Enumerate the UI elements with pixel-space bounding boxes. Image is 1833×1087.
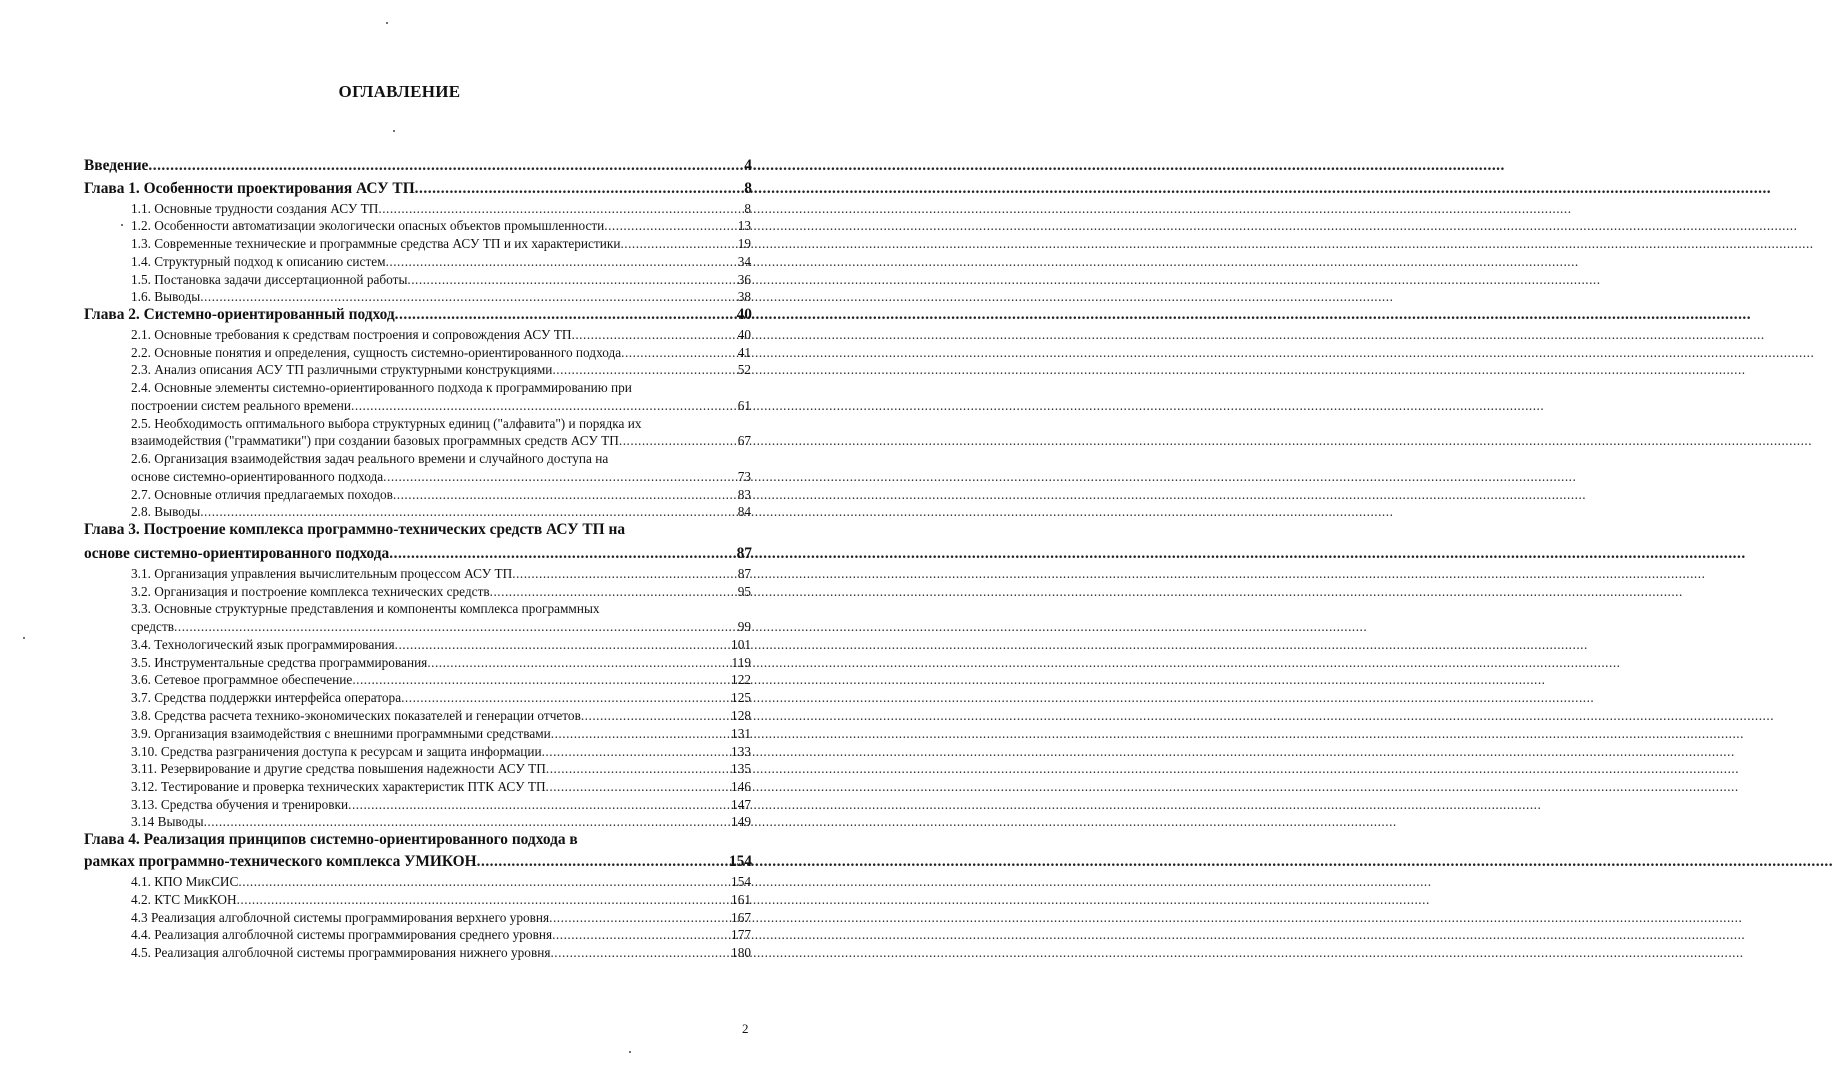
toc-entry-page: 4	[744, 157, 752, 174]
toc-entry-page: 128	[731, 708, 751, 723]
toc-entry-page: 161	[731, 892, 751, 907]
toc-section-2-6-line1: 2.6. Организация взаимодействия задач реального времени и случайного доступа на	[131, 451, 609, 466]
toc-section-3-13	[131, 797, 751, 813]
toc-entry-page: 146	[731, 779, 751, 794]
toc-entry-page: 40	[737, 327, 751, 342]
toc-section-3-6	[131, 672, 751, 688]
dot-leader	[407, 272, 735, 288]
dot-leader	[238, 874, 729, 890]
toc-entry-intro	[84, 157, 752, 175]
dot-leader	[620, 236, 735, 252]
toc-section-3-4	[131, 637, 751, 653]
toc-section-3-10	[131, 744, 751, 760]
toc-section-1-5	[131, 272, 751, 288]
toc-entry-title: 4.3 Реализация алгоблочной системы программирования верхнего уровня	[131, 910, 550, 925]
toc-entry-page: 149	[731, 814, 751, 829]
toc-entry-page: 8	[744, 201, 751, 216]
toc-section-2-5-line1: 2.5. Необходимость оптимального выбора структурных единиц ("алфавита") и порядка их	[131, 416, 642, 431]
toc-entry-page: 135	[731, 761, 751, 776]
toc-entry-title: средств	[131, 619, 175, 634]
toc-entry-page: 67	[737, 433, 751, 448]
toc-entry-title: взаимодействия ("грамматики") при создании базовых программных средств АСУ ТП	[131, 433, 619, 448]
dot-leader	[378, 201, 742, 217]
toc-entry-title: 3.8. Средства расчета технико-экономических показателей и генерации отчетов	[131, 708, 581, 723]
dot-leader	[401, 690, 729, 706]
scan-speck	[393, 130, 395, 132]
dot-leader	[352, 672, 729, 688]
toc-chapter-3-line1: Глава 3. Построение комплекса программно-технических средств АСУ ТП на	[84, 521, 626, 538]
scan-speck	[121, 224, 123, 226]
toc-entry-title: 4.4. Реализация алгоблочной системы программирования среднего уровня	[131, 927, 553, 942]
toc-entry-title: основе системно-ориентированного подхода	[84, 545, 390, 562]
toc-section-3-8	[131, 708, 751, 724]
toc-entry-title: 3.5. Инструментальные средства программирования	[131, 655, 428, 670]
toc-section-2-4	[131, 398, 751, 414]
dot-leader	[542, 744, 729, 760]
toc-chapter-3	[84, 545, 752, 563]
toc-section-3-3	[131, 619, 751, 635]
dot-leader	[550, 945, 729, 961]
toc-entry-page: 19	[737, 236, 751, 251]
toc-entry-title: 3.7. Средства поддержки интерфейса оператора	[131, 690, 402, 705]
dot-leader	[604, 218, 735, 234]
dot-leader	[393, 487, 736, 503]
toc-chapter-2	[84, 306, 752, 324]
toc-entry-page: 61	[737, 398, 751, 413]
toc-section-3-7	[131, 690, 751, 706]
toc-section-4-5	[131, 945, 751, 961]
toc-entry-page: 177	[731, 927, 751, 942]
dot-leader	[348, 797, 729, 813]
dot-leader	[200, 289, 735, 305]
scan-speck	[629, 1051, 631, 1053]
toc-entry-title: 1.2. Особенности автоматизации экологически опасных объектов промышленности	[131, 218, 605, 233]
toc-section-2-5	[131, 433, 751, 449]
toc-entry-title: 3.11. Резервирование и другие средства повышения надежности АСУ ТП	[131, 761, 546, 776]
toc-entry-page: 87	[737, 566, 751, 581]
toc-entry-title: 1.1. Основные трудности создания АСУ ТП	[131, 201, 379, 216]
toc-entry-title: Глава 1. Особенности проектирования АСУ ТП	[84, 180, 415, 197]
toc-entry-page: 167	[731, 910, 751, 925]
dot-leader	[512, 566, 735, 582]
toc-section-3-12	[131, 779, 751, 795]
toc-entry-page: 38	[737, 289, 751, 304]
toc-section-2-7	[131, 487, 751, 503]
toc-entry-page: 8	[744, 180, 752, 197]
toc-entry-page: 154	[728, 853, 752, 870]
toc-section-4-3	[131, 910, 751, 926]
toc-entry-title: 3.1. Организация управления вычислительным процессом АСУ ТП	[131, 566, 513, 581]
toc-section-1-4	[131, 254, 751, 270]
toc-entry-title: 3.4. Технологический язык программирования	[131, 637, 395, 652]
toc-entry-title: 3.12. Тестирование и проверка технических характеристик ПТК АСУ ТП	[131, 779, 546, 794]
toc-entry-title: 3.13. Средства обучения и тренировки	[131, 797, 349, 812]
toc-entry-title: основе системно-ориентированного подхода	[131, 469, 384, 484]
toc-entry-page: 13	[737, 218, 751, 233]
toc-section-1-6	[131, 289, 751, 305]
toc-entry-title: 4.2. КТС МикКОН	[131, 892, 237, 907]
dot-leader	[551, 726, 729, 742]
dot-leader	[621, 345, 736, 361]
toc-section-2-6	[131, 469, 751, 485]
toc-entry-page: 122	[731, 672, 751, 687]
dot-leader	[200, 504, 735, 520]
toc-entry-title: 1.3. Современные технические и программные средства АСУ ТП и их характеристики	[131, 236, 621, 251]
page-title: ОГЛАВЛЕНИЕ	[338, 82, 461, 101]
toc-section-3-2	[131, 584, 751, 600]
toc-entry-page: 34	[737, 254, 751, 269]
dot-leader	[427, 655, 729, 671]
toc-entry-page: 125	[731, 690, 751, 705]
toc-entry-title: 2.1. Основные требования к средствам построения и сопровождения АСУ ТП	[131, 327, 572, 342]
toc-entry-page: 180	[731, 945, 751, 960]
dot-leader	[581, 708, 729, 724]
toc-chapter-1	[84, 180, 752, 198]
toc-section-3-3-line1: 3.3. Основные структурные представления и компоненты комплекса программных	[131, 601, 600, 616]
dot-leader	[546, 779, 730, 795]
toc-entry-title: 4.5. Реализация алгоблочной системы программирования нижнего уровня	[131, 945, 551, 960]
toc-section-4-1	[131, 874, 751, 890]
toc-section-2-4-line1: 2.4. Основные элементы системно-ориентированного подхода к программированию при	[131, 380, 632, 395]
toc-section-3-1	[131, 566, 751, 582]
dot-leader	[237, 892, 729, 908]
toc-section-4-4	[131, 927, 751, 943]
toc-entry-title: 3.9. Организация взаимодействия с внешними программными средствами	[131, 726, 551, 741]
toc-entry-title: 3.14 Выводы	[131, 814, 204, 829]
toc-entry-title: 4.1. КПО МикСИС	[131, 874, 239, 889]
dot-leader	[395, 637, 729, 653]
toc-section-3-11	[131, 761, 751, 777]
scan-speck	[386, 22, 388, 24]
toc-section-2-8	[131, 504, 751, 520]
toc-entry-title: 3.10. Средства разграничения доступа к ресурсам и защита информации	[131, 744, 542, 759]
dot-leader	[572, 327, 736, 343]
toc-entry-page: 101	[731, 637, 751, 652]
dot-leader	[546, 761, 729, 777]
toc-entry-title: 1.5. Постановка задачи диссертационной работы	[131, 272, 408, 287]
toc-entry-page: 52	[737, 362, 751, 377]
toc-entry-page: 41	[737, 345, 751, 360]
dot-leader	[383, 469, 736, 485]
dot-leader	[552, 927, 729, 943]
toc-entry-title: построении систем реального времени	[131, 398, 352, 413]
toc-entry-title: Введение	[84, 157, 149, 174]
toc-entry-page: 95	[737, 584, 751, 599]
toc-entry-page: 119	[731, 655, 751, 670]
dot-leader	[552, 362, 735, 378]
dot-leader	[174, 619, 736, 635]
toc-section-3-9	[131, 726, 751, 742]
toc-section-2-2	[131, 345, 751, 361]
toc-entry-title: 2.8. Выводы	[131, 504, 201, 519]
toc-entry-page: 87	[736, 545, 752, 562]
dot-leader	[477, 853, 727, 871]
toc-entry-page: 40	[736, 306, 752, 323]
toc-section-2-1	[131, 327, 751, 343]
toc-section-1-2	[131, 218, 751, 234]
toc-section-1-3	[131, 236, 751, 252]
toc-entry-title: 3.6. Сетевое программное обеспечение	[131, 672, 353, 687]
toc-entry-title: 3.2. Организация и построение комплекса технических средств	[131, 584, 490, 599]
toc-entry-page: 84	[737, 504, 751, 519]
toc-section-1-1	[131, 201, 751, 217]
toc-section-4-2	[131, 892, 751, 908]
dot-leader	[386, 254, 736, 270]
toc-entry-title: 2.3. Анализ описания АСУ ТП различными структурными конструкциями	[131, 362, 553, 377]
toc-entry-title: 1.4. Структурный подход к описанию систем	[131, 254, 386, 269]
dot-leader	[351, 398, 736, 414]
dot-leader	[490, 584, 736, 600]
toc-entry-title: 1.6. Выводы	[131, 289, 201, 304]
toc-entry-title: 2.2. Основные понятия и определения, сущность системно-ориентированного подхода	[131, 345, 622, 360]
dot-leader	[549, 910, 729, 926]
dot-leader	[204, 814, 729, 830]
toc-entry-title: рамках программно-технического комплекса УМИКОН	[84, 853, 477, 870]
toc-chapter-4-line1: Глава 4. Реализация принципов системно-ориентированного подхода в	[84, 831, 578, 848]
toc-section-2-3	[131, 362, 751, 378]
dot-leader	[389, 545, 734, 563]
page-number: 2	[742, 1021, 749, 1036]
dot-leader	[415, 180, 743, 198]
toc-chapter-4	[84, 853, 752, 871]
toc-entry-page: 154	[731, 874, 751, 889]
toc-entry-page: 133	[731, 744, 751, 759]
toc-entry-title: 2.7. Основные отличия предлагаемых походов	[131, 487, 393, 502]
dot-leader	[395, 306, 735, 324]
scan-speck	[23, 637, 25, 639]
toc-entry-page: 147	[731, 797, 751, 812]
toc-section-3-5	[131, 655, 751, 671]
toc-entry-page: 36	[737, 272, 751, 287]
dot-leader	[148, 157, 742, 175]
toc-entry-page: 73	[737, 469, 751, 484]
toc-entry-title: Глава 2. Системно-ориентированный подход	[84, 306, 395, 323]
toc-entry-page: 83	[737, 487, 751, 502]
toc-entry-page: 99	[737, 619, 751, 634]
toc-section-3-14	[131, 814, 751, 830]
dot-leader	[619, 433, 736, 449]
toc-entry-page: 131	[731, 726, 751, 741]
table-of-contents	[0, 0, 799, 1087]
